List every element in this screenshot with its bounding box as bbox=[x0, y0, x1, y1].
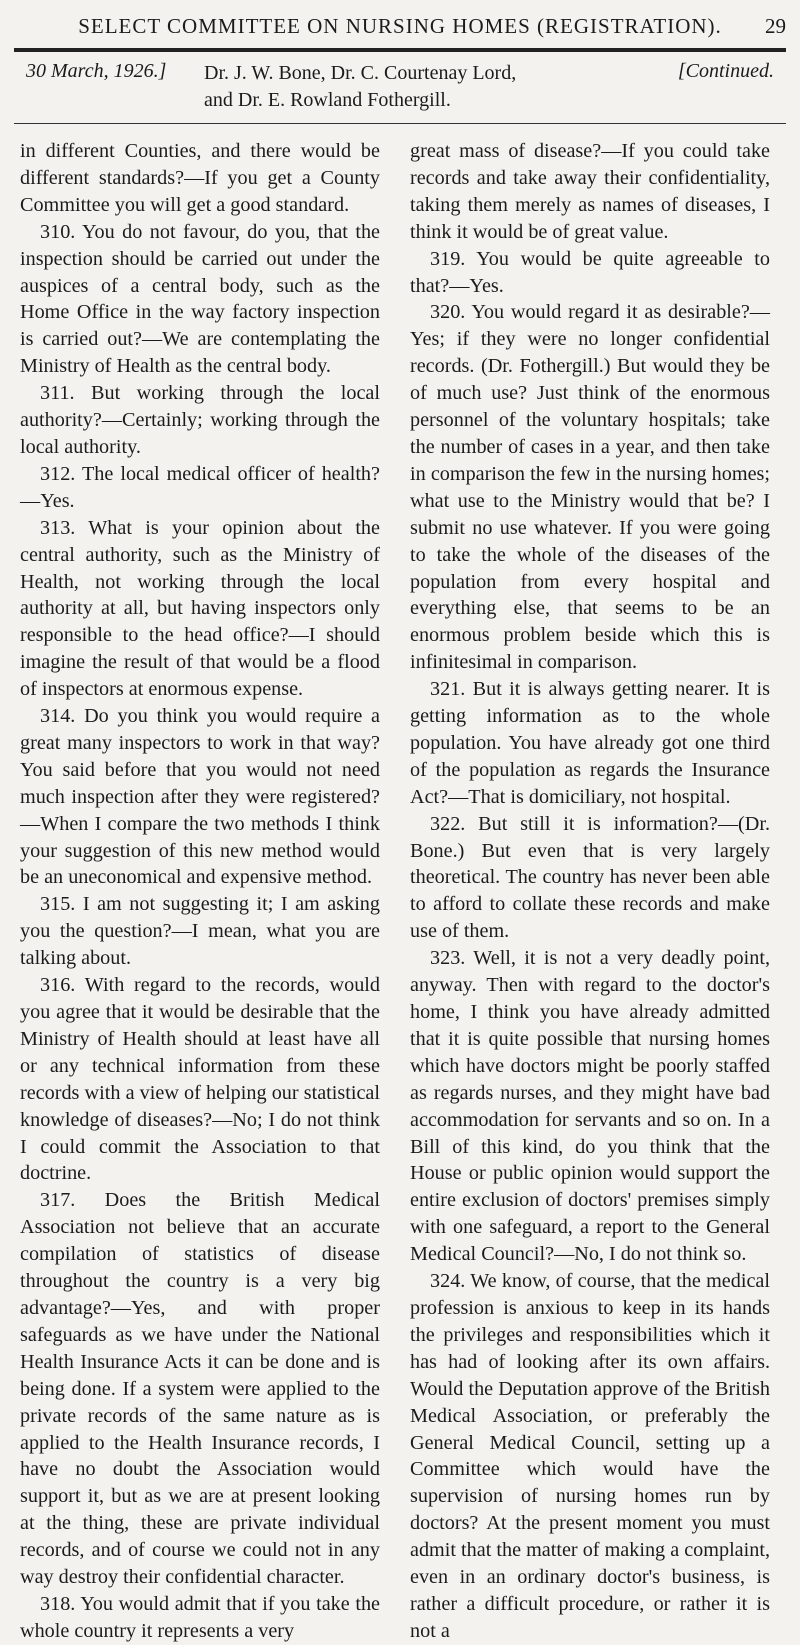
paragraph: 315. I am not suggesting it; I am asking you the question?—I mean, what you are talking about. bbox=[20, 893, 380, 970]
page-number: 29 bbox=[765, 14, 786, 38]
paragraph: 311. But working through the local authority?—Certainly; working through the local authority. bbox=[20, 382, 380, 458]
paragraph: 324. We know, of course, that the medical profession is anxious to keep in its hands the privileges and responsibilities which it has had of looking after its own affairs. Would the Deputation approve of the British Medical Association, or preferably the General Medical Council, setting up a Committee which would have the supervision of nursing homes run by doctors? At the present moment you must admit that the matter of making a complaint, even in an ordinary doctor's business, is rather a difficult procedure, or rather it is not a bbox=[410, 1270, 770, 1642]
header-row bbox=[26, 58, 774, 120]
paragraph: great mass of disease?—If you could take records and take away their confidentiality, taking them merely as names of diseases, I think it would be of great value. bbox=[410, 140, 770, 243]
header-rule bbox=[14, 48, 786, 52]
witnesses-line-1: Dr. J. W. Bone, Dr. C. Courtenay Lord, bbox=[204, 62, 517, 84]
paragraph: 322. But still it is information?—(Dr. Bone.) But even that is very largely theoretical. The country has never been able to afford to collate these records and make use of them. bbox=[410, 812, 770, 943]
paragraph: 323. Well, it is not a very deadly point, anyway. Then with regard to the doctor's home, I think you have already admitted that it is quite possible that nursing homes which have doctors might be poorly staffed as regards nurses, and they might have bad accommodation for servants and so on. In a Bill of this kind, do you think that the House or public opinion would support the entire exclusion of doctors' premises simply with one safeguard, a report to the General Medical Council?—No, I do not think so. bbox=[410, 947, 770, 1266]
paragraph: 319. You would be quite agreeable to that?—Yes. bbox=[410, 247, 770, 297]
continued-marker: [Continued. bbox=[677, 60, 774, 82]
paragraph: 313. What is your opinion about the central authority, such as the Ministry of Health, not working through the local authority at all, but having inspectors only responsible to the head office?—I should imagine the result of that would be a flood of inspectors at enormous expense. bbox=[20, 516, 380, 701]
paragraph: 321. But it is always getting nearer. It is getting information as to the whole population. You have already got one third of the population as regards the Insurance Act?—That is domiciliary, not hospital. bbox=[410, 678, 770, 808]
running-title: SELECT COMMITTEE ON NURSING HOMES (REGISTRATION). bbox=[78, 14, 722, 38]
paragraph: 316. With regard to the records, would you agree that it would be desirable that the Ministry of Health should at least have all or any technical information from these records with a view of helping our statistical knowledge of diseases?—No; I do not think I could commit the Association to that doctrine. bbox=[20, 974, 380, 1185]
paragraph: 318. You would admit that if you take the whole country it represents a very bbox=[20, 1592, 380, 1642]
paragraph: 312. The local medical officer of health?—Yes. bbox=[20, 462, 380, 512]
hearing-date: 30 March, 1926.] bbox=[26, 60, 167, 82]
witness-names bbox=[204, 60, 624, 114]
paragraph: in different Counties, and there would be different standards?—If you get a County Committee you will get a good standard. bbox=[20, 140, 380, 216]
paragraph: 310. You do not favour, do you, that the inspection should be carried out under the auspices of a central body, such as the Home Office in the way factory inspection is carried out?—We are contemplating the Ministry of Health as the central body. bbox=[20, 220, 380, 378]
left-column bbox=[20, 138, 380, 1645]
paragraph: 314. Do you think you would require a great many inspectors to work in that way? You said before that you would not need much inspection after they were registered?—When I compare the two methods I think your suggestion of this new method would be an uneconomical and expensive method. bbox=[20, 705, 380, 889]
header-divider bbox=[14, 123, 786, 124]
paragraph: 317. Does the British Medical Association not believe that an accurate compilation of statistics of disease throughout the country is a very big advantage?—Yes, and with proper safeguards as we have under the National Health Insurance Acts it can be done and is being done. If a system were applied to the private records of the same nature as is applied to the Health Insurance records, I have no doubt the Association would support it, but as we are at present looking at the thing, these are private individual records, and of course we could not in any way destroy their confidential character. bbox=[20, 1189, 380, 1589]
right-column bbox=[410, 138, 770, 1645]
paragraph: 320. You would regard it as desirable?—Yes; if they were no longer confidential records. (Dr. Fothergill.) But would they be of much use? Just think of the enormous personnel of the voluntary hospitals; take the number of cases in a year, and then take in comparison the few in the nursing homes; what use to the Ministry would that be? I submit no use whatever. If you were going to take the whole of the diseases of the population from every hospital and everything else, that seems to be an enormous problem beside which this is infinitesimal in comparison. bbox=[410, 301, 770, 674]
witnesses-line-2: and Dr. E. Rowland Fothergill. bbox=[204, 89, 451, 111]
